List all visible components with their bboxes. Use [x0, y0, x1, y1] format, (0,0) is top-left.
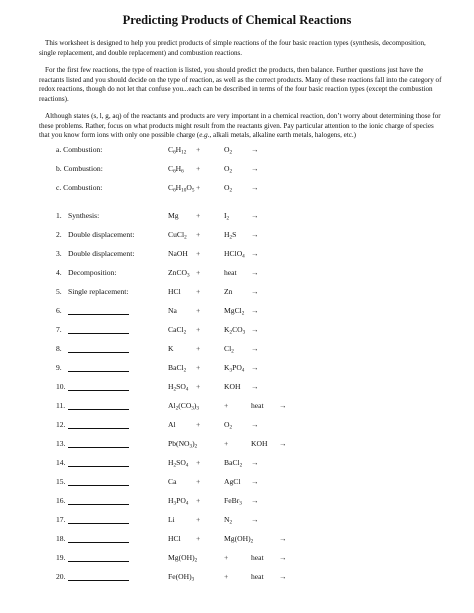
reaction-label: a. Combustion: — [56, 145, 103, 154]
reactant-1: BaCl$_2$ — [168, 363, 187, 374]
typed-reaction-row — [0, 229, 474, 241]
untyped-reaction-row — [0, 495, 474, 507]
reaction-type-label: Single replacement: — [68, 287, 129, 296]
reactant-2: $Cl_2$ — [224, 344, 234, 355]
plus-sign: + — [196, 164, 201, 173]
reaction-type-blank[interactable] — [68, 419, 129, 429]
intro-paragraph: This worksheet is designed to help you predict products of simple reactions of the four basic reaction types (synthesis, decomposition, single replacement, and double replacement) and combustion reactions. — [39, 39, 426, 57]
reaction-type-blank[interactable] — [68, 552, 129, 562]
reaction-number: 20. — [56, 572, 66, 581]
reactant-2: heat — [251, 401, 264, 410]
reactant-2: heat — [224, 268, 237, 277]
plus-sign: + — [196, 306, 201, 315]
arrow-symbol: → — [251, 382, 259, 391]
combustion-row — [0, 182, 474, 194]
states-paragraph: Although states (s, l, g, aq) of the reactants and products are very important in a chemical reaction, don’t worry about determining those for these problems. Rather, focus on what products might result from the reactants given. Pay particular attention to the ionic charge of species that you know form ions with only one possible charge (e.g., alkali metals, alkaline earth metals, halogens, etc.) — [39, 112, 441, 140]
reactant-2: HClO$_4$ — [224, 249, 245, 260]
arrow-symbol: → — [279, 572, 287, 581]
untyped-reaction-row — [0, 552, 474, 564]
reactant-1: $Pb(NO_3)_2$ — [168, 439, 198, 450]
reaction-number: 2. — [56, 230, 62, 239]
untyped-reaction-row — [0, 438, 474, 450]
reaction-number: 12. — [56, 420, 66, 429]
plus-sign: + — [196, 363, 201, 372]
arrow-symbol: → — [279, 553, 287, 562]
reactant-1: $H_2SO_4$ — [168, 382, 189, 393]
reaction-type-blank[interactable] — [68, 305, 129, 315]
arrow-symbol: → — [251, 287, 259, 296]
reactant-1: $Al_2(CO_3)_3$ — [168, 401, 200, 412]
plus-sign: + — [196, 230, 201, 239]
reactant-1: NaOH — [168, 249, 188, 258]
reaction-type-label: Synthesis: — [68, 211, 100, 220]
combustion-row — [0, 144, 474, 156]
arrow-symbol: → — [251, 477, 259, 486]
reaction-type-label: Decomposition: — [68, 268, 117, 277]
reaction-number: 11. — [56, 401, 66, 410]
reaction-number: 3. — [56, 249, 62, 258]
reaction-number: 13. — [56, 439, 66, 448]
arrow-symbol: → — [251, 420, 259, 429]
reactant-2: AgCl — [224, 477, 241, 486]
reaction-number: 1. — [56, 211, 62, 220]
reaction-number: 16. — [56, 496, 66, 505]
reaction-type-blank[interactable] — [68, 381, 129, 391]
reactant-1: $C_6H_{10}O_5$ — [168, 183, 195, 194]
reaction-number: 8. — [56, 344, 62, 353]
reactant-1: $Fe(OH)_3$ — [168, 572, 195, 583]
reaction-number: 5. — [56, 287, 62, 296]
reactant-1: ZnCO$_3$ — [168, 268, 190, 279]
reactant-2: heat — [251, 572, 264, 581]
untyped-reaction-row — [0, 533, 474, 545]
reaction-number: 7. — [56, 325, 62, 334]
reactant-2: Zn — [224, 287, 233, 296]
reactant-1: HCl — [168, 534, 181, 543]
untyped-reaction-row — [0, 571, 474, 583]
arrow-symbol: → — [251, 515, 259, 524]
arrow-symbol: → — [251, 496, 259, 505]
arrow-symbol: → — [251, 458, 259, 467]
page-title: Predicting Products of Chemical Reactions — [122, 13, 352, 27]
typed-reaction-row — [0, 286, 474, 298]
reaction-type-blank[interactable] — [68, 495, 129, 505]
reaction-type-blank[interactable] — [68, 362, 129, 372]
reactant-1: $C_6H_6$ — [168, 164, 184, 175]
reaction-type-blank[interactable] — [68, 533, 129, 543]
arrow-symbol: → — [251, 183, 259, 192]
reactant-2: $H_2S$ — [224, 230, 237, 241]
reaction-type-blank[interactable] — [68, 400, 129, 410]
reactant-2: $O_2$ — [224, 164, 233, 175]
arrow-symbol: → — [279, 401, 287, 410]
arrow-symbol: → — [251, 249, 259, 258]
untyped-reaction-row — [0, 324, 474, 336]
reaction-number: 15. — [56, 477, 66, 486]
reactant-2: $I_2$ — [224, 211, 230, 222]
plus-sign: + — [196, 534, 201, 543]
reactant-1: Li — [168, 515, 175, 524]
reactant-1: Mg — [168, 211, 179, 220]
reactant-2: $O_2$ — [224, 183, 233, 194]
reactant-1: $C_6H_{12}$ — [168, 145, 187, 156]
arrow-symbol: → — [279, 534, 287, 543]
reaction-number: 10. — [56, 382, 66, 391]
plus-sign: + — [196, 268, 201, 277]
typed-reaction-row — [0, 267, 474, 279]
reactant-2: $O_2$ — [224, 420, 233, 431]
plus-sign: + — [196, 249, 201, 258]
untyped-reaction-row — [0, 400, 474, 412]
untyped-reaction-row — [0, 343, 474, 355]
reaction-type-blank[interactable] — [68, 438, 129, 448]
reactant-2: $Mg(OH)_2$ — [224, 534, 254, 545]
instructions-paragraph: For the first few reactions, the type of reaction is listed, you should predict the products, then balance. Further questions just have the reactants listed and you should decide on the type of reaction, as well as the correct products. Many of these reactions fall into the category of redox reactions, though do not let that confuse you...each can be described in terms of the four basic reaction types (except the combustion reactions). — [39, 66, 442, 103]
reaction-number: 9. — [56, 363, 62, 372]
untyped-reaction-row — [0, 381, 474, 393]
reaction-number: 18. — [56, 534, 66, 543]
reactant-1: HCl — [168, 287, 181, 296]
untyped-reaction-row — [0, 514, 474, 526]
reaction-number: 19. — [56, 553, 66, 562]
plus-sign: + — [224, 572, 229, 581]
reaction-type-blank[interactable] — [68, 343, 129, 353]
untyped-reaction-row — [0, 476, 474, 488]
reactant-1: K — [168, 344, 174, 353]
untyped-reaction-row — [0, 305, 474, 317]
arrow-symbol: → — [251, 211, 259, 220]
reactant-1: $H_3PO_4$ — [168, 496, 189, 507]
reactant-2: $N_2$ — [224, 515, 233, 526]
reactant-2: MgCl$_2$ — [224, 306, 245, 317]
reactant-1: Na — [168, 306, 177, 315]
plus-sign: + — [196, 287, 201, 296]
reactant-2: $K_2CO_3$ — [224, 325, 246, 336]
plus-sign: + — [196, 145, 201, 154]
plus-sign: + — [196, 420, 201, 429]
reaction-type-blank[interactable] — [68, 476, 129, 486]
arrow-symbol: → — [251, 164, 259, 173]
reactant-2: FeBr$_3$ — [224, 496, 242, 507]
plus-sign: + — [224, 439, 229, 448]
reactant-1: CaCl$_2$ — [168, 325, 187, 336]
combustion-row — [0, 163, 474, 175]
arrow-symbol: → — [251, 145, 259, 154]
typed-reaction-row — [0, 248, 474, 260]
reactant-2: heat — [251, 553, 264, 562]
arrow-symbol: → — [251, 363, 259, 372]
plus-sign: + — [196, 515, 201, 524]
arrow-symbol: → — [251, 344, 259, 353]
reactant-1: Al — [168, 420, 176, 429]
reactant-2: KOH — [251, 439, 268, 448]
reactant-1: Ca — [168, 477, 177, 486]
reactant-2: BaCl$_2$ — [224, 458, 243, 469]
arrow-symbol: → — [251, 306, 259, 315]
reaction-type-blank[interactable] — [68, 571, 129, 581]
plus-sign: + — [196, 211, 201, 220]
plus-sign: + — [196, 477, 201, 486]
plus-sign: + — [196, 183, 201, 192]
untyped-reaction-row — [0, 457, 474, 469]
reactant-2: KOH — [224, 382, 241, 391]
reactant-1: CuCl$_2$ — [168, 230, 187, 241]
reaction-number: 4. — [56, 268, 62, 277]
reactant-1: $H_2SO_4$ — [168, 458, 189, 469]
reaction-number: 6. — [56, 306, 62, 315]
reaction-type-blank[interactable] — [68, 457, 129, 467]
arrow-symbol: → — [251, 268, 259, 277]
plus-sign: + — [196, 458, 201, 467]
typed-reaction-row — [0, 210, 474, 222]
reaction-label: c. Combustion: — [56, 183, 103, 192]
untyped-reaction-row — [0, 362, 474, 374]
plus-sign: + — [196, 496, 201, 505]
arrow-symbol: → — [251, 230, 259, 239]
reaction-type-blank[interactable] — [68, 514, 129, 524]
reaction-type-label: Double displacement: — [68, 249, 135, 258]
reaction-type-label: Double displacement: — [68, 230, 135, 239]
arrow-symbol: → — [251, 325, 259, 334]
plus-sign: + — [224, 553, 229, 562]
plus-sign: + — [196, 382, 201, 391]
reaction-label: b. Combustion: — [56, 164, 103, 173]
reactant-2: $K_3PO_4$ — [224, 363, 245, 374]
reactant-2: $O_2$ — [224, 145, 233, 156]
reactant-1: $Mg(OH)_2$ — [168, 553, 198, 564]
arrow-symbol: → — [279, 439, 287, 448]
untyped-reaction-row — [0, 419, 474, 431]
reaction-number: 17. — [56, 515, 66, 524]
reaction-type-blank[interactable] — [68, 324, 129, 334]
plus-sign: + — [224, 401, 229, 410]
plus-sign: + — [196, 325, 201, 334]
plus-sign: + — [196, 344, 201, 353]
reaction-number: 14. — [56, 458, 66, 467]
